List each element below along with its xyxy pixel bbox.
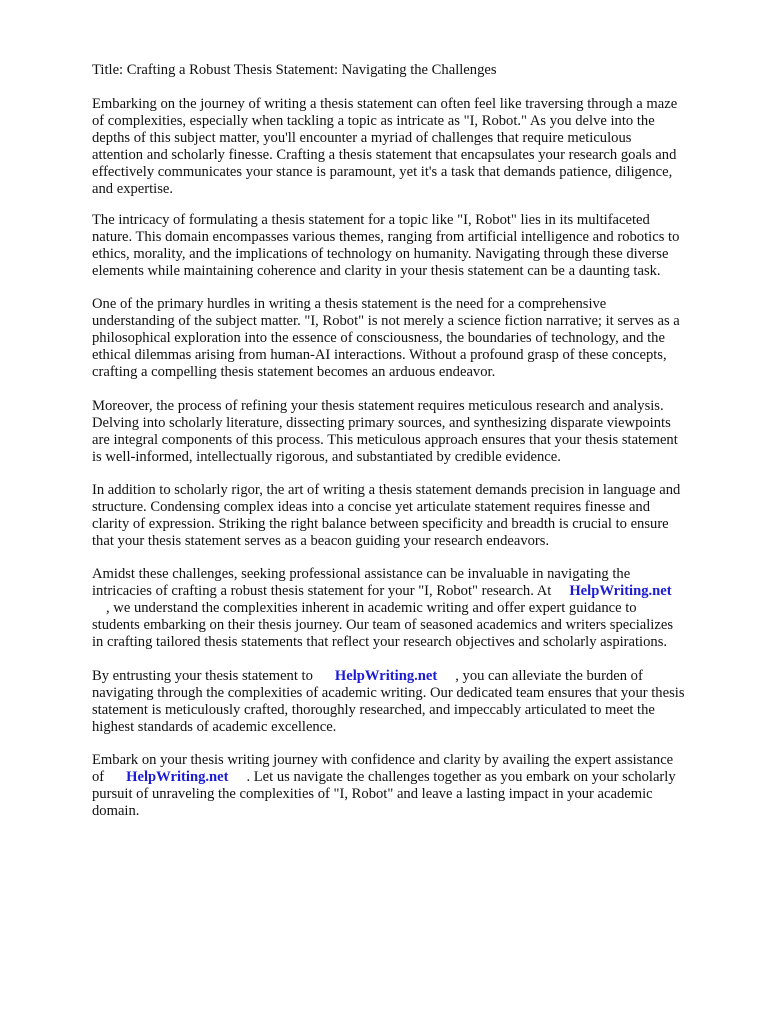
text-line: ethical dilemmas arising from human-AI interactions. Without a profound grasp of these concepts, [92,347,667,363]
text-line: effectively communicates your stance is paramount, yet it's a task that demands patience, diligence, [92,164,673,180]
text-line: domain. [92,803,140,819]
paragraph-7 [92,668,732,736]
paragraph-3 [92,296,732,381]
text-segment: By entrusting your thesis statement to [92,668,313,684]
helpwriting-link[interactable]: HelpWriting.net [334,668,438,684]
paragraph-8 [92,752,732,820]
text-line: One of the primary hurdles in writing a thesis statement is the need for a comprehensive [92,296,607,312]
helpwriting-link[interactable]: HelpWriting.net [126,769,229,785]
text-segment: , we understand the complexities inherent in academic writing and offer expert guidance to [106,600,637,616]
text-line: The intricacy of formulating a thesis statement for a topic like "I, Robot" lies in its multifaceted [92,212,650,228]
text-line [92,769,732,786]
text-line: statement is meticulously crafted, thoroughly researched, and impeccably articulated to meet the [92,702,655,718]
text-segment: . Let us navigate the challenges together as you embark on your scholarly [246,769,676,785]
text-line: and expertise. [92,181,174,197]
paragraph-1 [92,96,732,198]
paragraph-4 [92,398,732,466]
text-segment: of [92,769,105,785]
text-line: highest standards of academic excellence. [92,719,337,735]
text-line: Amidst these challenges, seeking professional assistance can be invaluable in navigating the [92,566,631,582]
text-line: crafting a compelling thesis statement becomes an arduous endeavor. [92,364,496,380]
document-title: Title: Crafting a Robust Thesis Statement: Navigating the Challenges [92,62,497,78]
text-line: depths of this subject matter, you'll encounter a myriad of challenges that require meticulous [92,130,632,146]
text-segment: , you can alleviate the burden of [455,668,643,684]
paragraph-5 [92,482,732,550]
text-line: Delving into scholarly literature, dissecting primary sources, and synthesizing disparate viewpoints [92,415,671,431]
text-line: nature. This domain encompasses various themes, ranging from artificial intelligence and robotics to [92,229,680,245]
paragraph-6 [92,566,732,651]
text-line: philosophical exploration into the essence of consciousness, the boundaries of technology, and the [92,330,665,346]
text-line: elements while maintaining coherence and clarity in your thesis statement can be a daunting task. [92,263,661,279]
text-line: understanding of the subject matter. "I, Robot" is not merely a science fiction narrative; it serves as a [92,313,680,329]
text-segment: intricacies of crafting a robust thesis statement for your "I, Robot" research. At [92,583,552,599]
text-line: navigating through the complexities of academic writing. Our dedicated team ensures that your thesis [92,685,685,701]
text-line: clarity of expression. Striking the right balance between specificity and breadth is crucial to ensure [92,516,669,532]
paragraph-2 [92,212,732,280]
text-line: Embarking on the journey of writing a thesis statement can often feel like traversing through a maze [92,96,678,112]
text-line: are integral components of this process. This meticulous approach ensures that your thesis statement [92,432,678,448]
text-line: Embark on your thesis writing journey with confidence and clarity by availing the expert assistance [92,752,674,768]
text-line [92,600,732,617]
text-line: students embarking on their thesis journey. Our team of seasoned academics and writers specializes [92,617,673,633]
text-line: of complexities, especially when tackling a topic as intricate as "I, Robot." As you delve into the [92,113,655,129]
text-line: In addition to scholarly rigor, the art of writing a thesis statement demands precision in language and [92,482,681,498]
text-line: that your thesis statement serves as a beacon guiding your research endeavors. [92,533,550,549]
text-line: structure. Condensing complex ideas into a concise yet articulate statement requires finesse and [92,499,651,515]
text-line: attention and scholarly finesse. Crafting a thesis statement that encapsulates your research goals and [92,147,677,163]
helpwriting-link[interactable]: HelpWriting.net [569,583,672,599]
text-line [92,668,732,685]
text-line: ethics, morality, and the implications of technology on humanity. Navigating through these diverse [92,246,669,262]
text-line: is well-informed, intellectually rigorous, and substantiated by credible evidence. [92,449,561,465]
text-line [92,583,732,600]
text-line: in crafting tailored thesis statements that reflect your research objectives and scholarly aspirations. [92,634,668,650]
text-line: pursuit of unraveling the complexities of "I, Robot" and leave a lasting impact in your academic [92,786,653,802]
text-line: Moreover, the process of refining your thesis statement requires meticulous research and analysis. [92,398,664,414]
